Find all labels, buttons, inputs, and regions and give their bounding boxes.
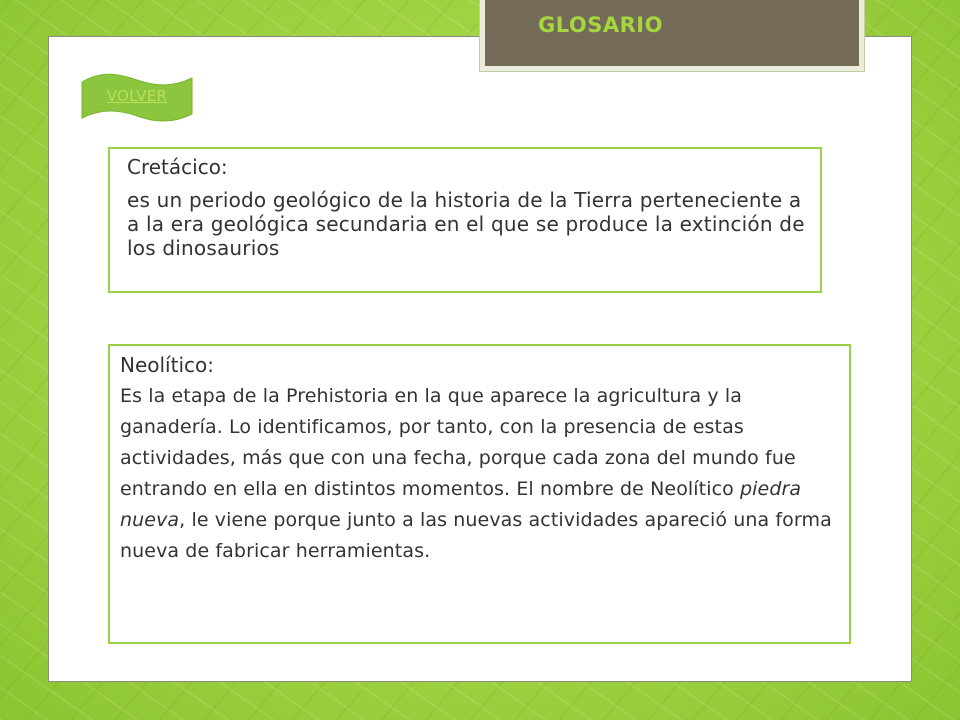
glossary-entry-cretacico <box>108 147 822 293</box>
definition-neolitico <box>120 381 839 567</box>
glossary-entry-neolitico <box>108 344 851 644</box>
definition-neolitico-emphasis: piedra nueva <box>120 478 802 531</box>
term-cretacico: Cretácico: <box>127 155 228 179</box>
definition-cretacico: es un periodo geológico de la historia de la Tierra perteneciente a a la era geológica secundaria en el que se produce la extinción de los dinosaurios <box>127 188 805 260</box>
title-tab-inner <box>485 0 859 66</box>
definition-neolitico-part-2: , le viene porque junto a las nuevas actividades apareció una forma nueva de fabricar herramientas. <box>120 509 832 562</box>
back-button-label[interactable]: VOLVER <box>106 87 168 105</box>
title-tab <box>479 0 865 72</box>
definition-neolitico-part-1: Es la etapa de la Prehistoria en la que aparece la agricultura y la ganadería. Lo identificamos, por tanto, con la presencia de estas actividades, más que con una fecha, porque cada zona del mundo fue entrando en ella en distintos momentos. El nombre de Neolítico <box>120 385 796 500</box>
page-title: GLOSARIO <box>538 13 663 37</box>
back-button[interactable] <box>80 70 194 126</box>
term-neolitico: Neolítico: <box>120 353 214 377</box>
